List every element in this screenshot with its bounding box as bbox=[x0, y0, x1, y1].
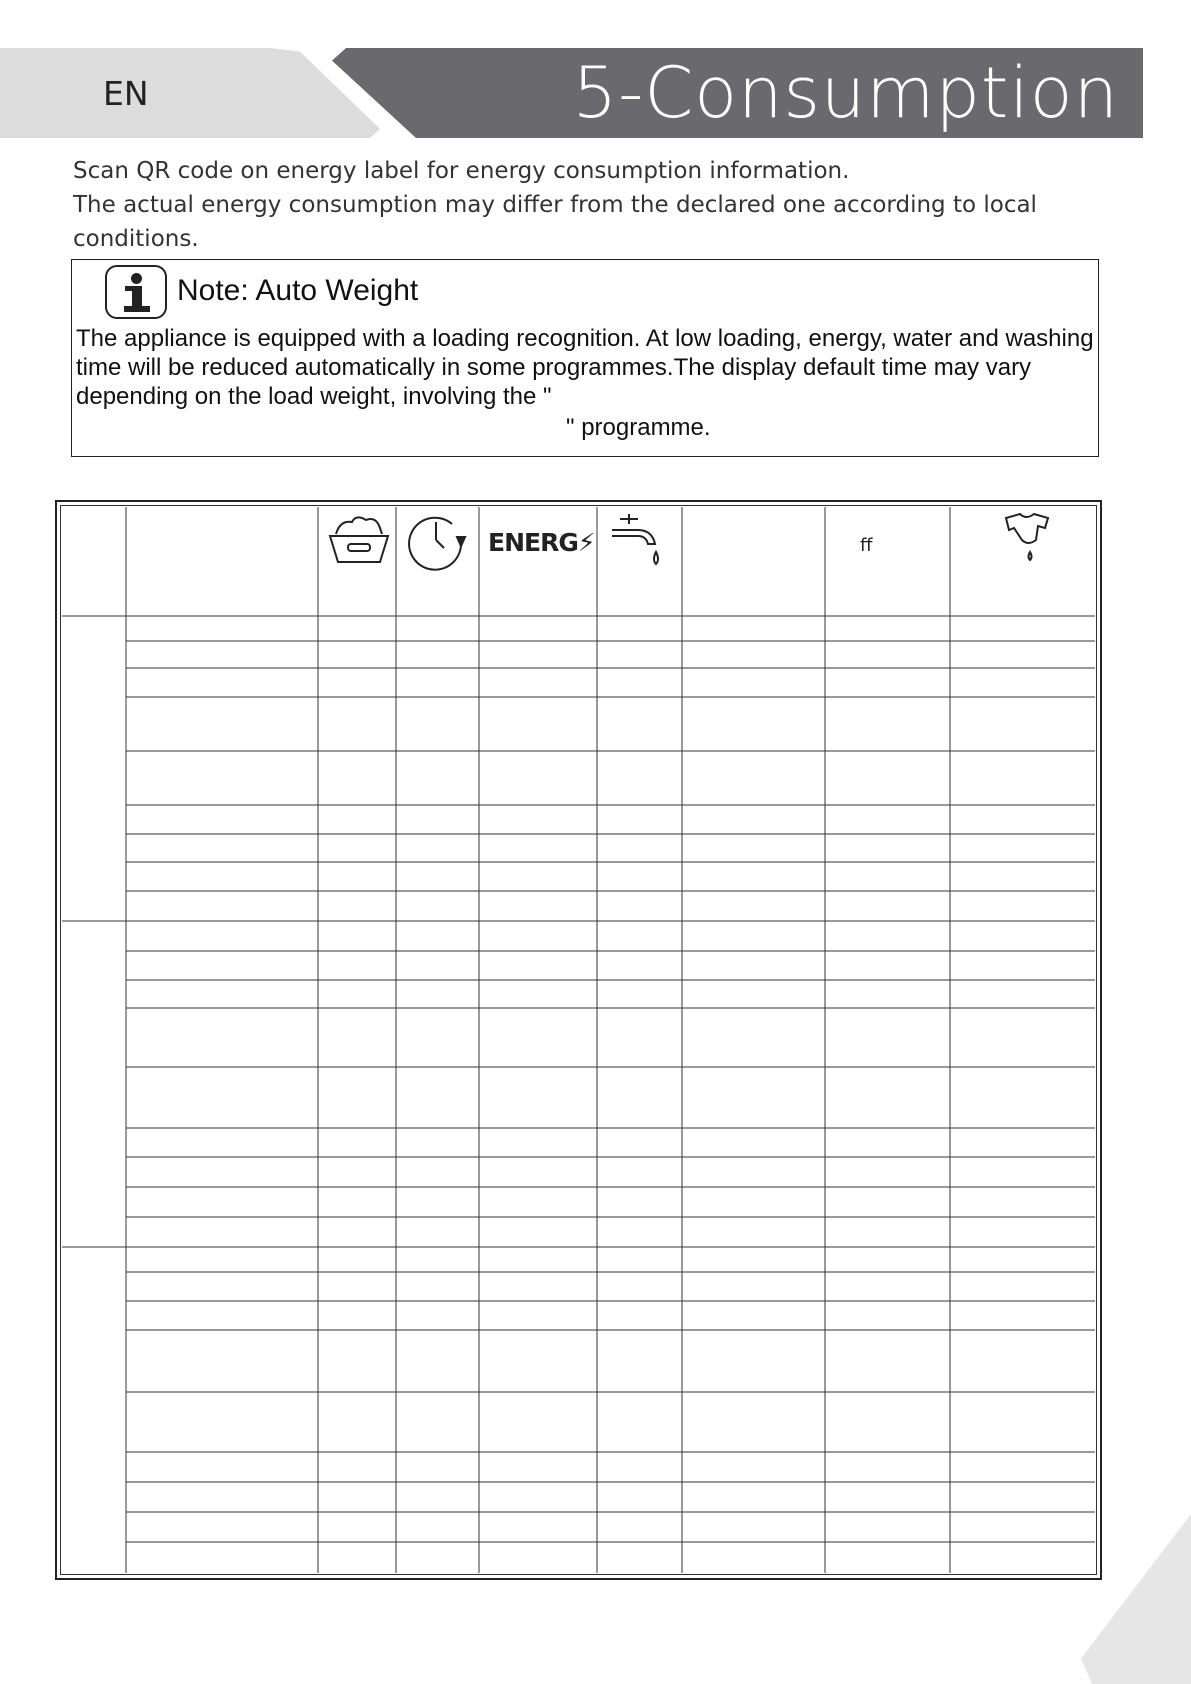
note-body-line-2: " programme. bbox=[566, 414, 711, 441]
note-body-line-1: The appliance is equipped with a loading recognition. At low loading, energy, water and washing time will be reduced automatically in some programmes.The display default time may vary depending on the load weight, involving the " bbox=[76, 325, 1094, 410]
lightning-icon: ⚡ bbox=[577, 528, 595, 557]
page-title: 5-Consumption bbox=[572, 52, 1119, 134]
ff-label: ff bbox=[860, 535, 873, 556]
language-label: EN bbox=[103, 74, 149, 113]
water-tap-icon bbox=[612, 514, 658, 564]
laundry-basket-icon bbox=[330, 517, 388, 562]
clock-icon bbox=[409, 518, 465, 570]
intro-line-2: The actual energy consumption may differ from the declared one according to local conditions. bbox=[73, 192, 1037, 252]
intro-line-1: Scan QR code on energy label for energy consumption information. bbox=[73, 158, 850, 184]
energy-icon bbox=[488, 528, 594, 557]
energy-label: ENERG bbox=[488, 528, 578, 557]
shirt-drip-icon bbox=[1006, 514, 1048, 560]
note-title: Note: Auto Weight bbox=[177, 274, 419, 307]
